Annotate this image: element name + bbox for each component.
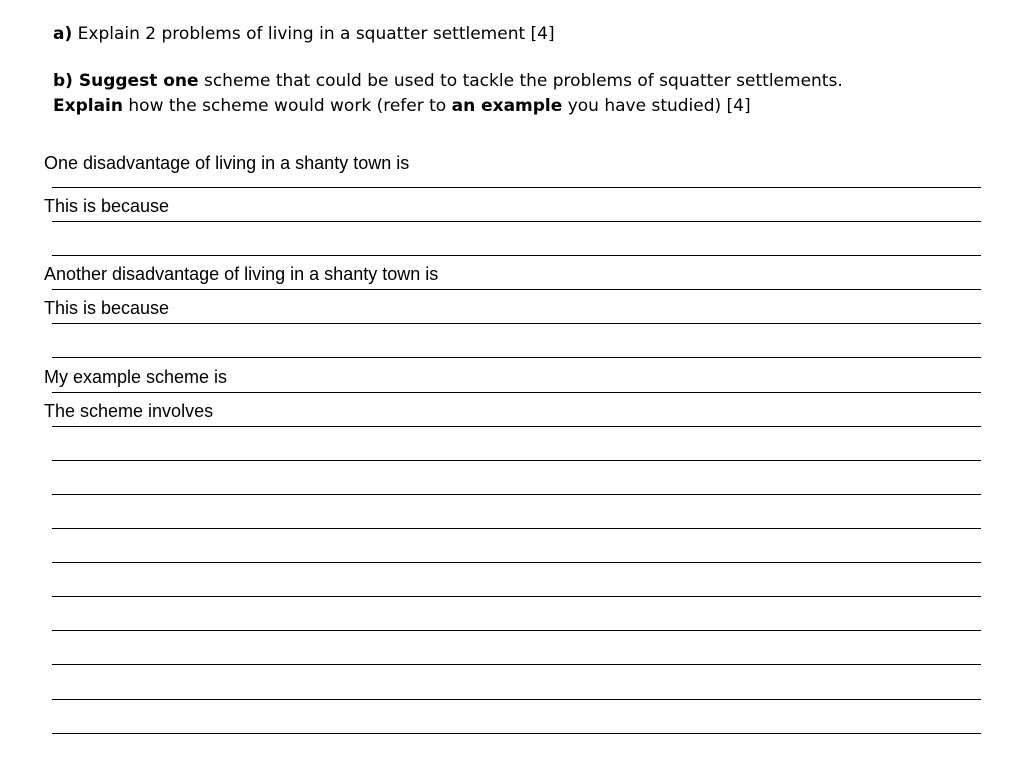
prompt-scheme: My example scheme is <box>44 367 228 387</box>
question-b-suggest: Suggest one <box>72 71 199 91</box>
answer-line[interactable] <box>52 562 981 563</box>
answer-line[interactable] <box>52 596 981 597</box>
answer-line[interactable] <box>52 392 981 393</box>
answer-line[interactable] <box>52 357 981 358</box>
question-b-text3: you have studied) [4] <box>562 96 751 116</box>
question-b-example: an example <box>451 96 563 116</box>
question-b-text2: how the scheme would work (refer to <box>122 96 452 116</box>
answer-line[interactable] <box>52 664 981 665</box>
answer-line[interactable] <box>52 426 981 427</box>
question-b <box>53 69 843 93</box>
answer-line[interactable] <box>52 187 981 188</box>
question-b-text1: scheme that could be used to tackle the problems of squatter settlements. <box>198 71 843 91</box>
question-a-text: Explain 2 problems of living in a squatter settlement [4] <box>72 24 555 44</box>
prompt-disadvantage-1: One disadvantage of living in a shanty town is <box>44 153 410 173</box>
answer-line[interactable] <box>52 221 981 222</box>
question-b-line2 <box>53 94 751 118</box>
answer-line[interactable] <box>52 494 981 495</box>
question-a-label: a) <box>53 24 73 44</box>
question-b-explain: Explain <box>53 96 123 116</box>
prompt-because-2: This is because <box>44 298 170 318</box>
answer-line[interactable] <box>52 733 981 734</box>
prompt-because-1: This is because <box>44 196 170 216</box>
question-a <box>53 22 555 46</box>
answer-line[interactable] <box>52 630 981 631</box>
answer-line[interactable] <box>52 255 981 256</box>
answer-line[interactable] <box>52 323 981 324</box>
answer-line[interactable] <box>52 460 981 461</box>
answer-line[interactable] <box>52 289 981 290</box>
prompt-involves: The scheme involves <box>44 401 214 421</box>
prompt-disadvantage-2: Another disadvantage of living in a shanty town is <box>44 264 439 284</box>
question-b-label: b) <box>53 71 73 91</box>
answer-line[interactable] <box>52 528 981 529</box>
answer-line[interactable] <box>52 699 981 700</box>
